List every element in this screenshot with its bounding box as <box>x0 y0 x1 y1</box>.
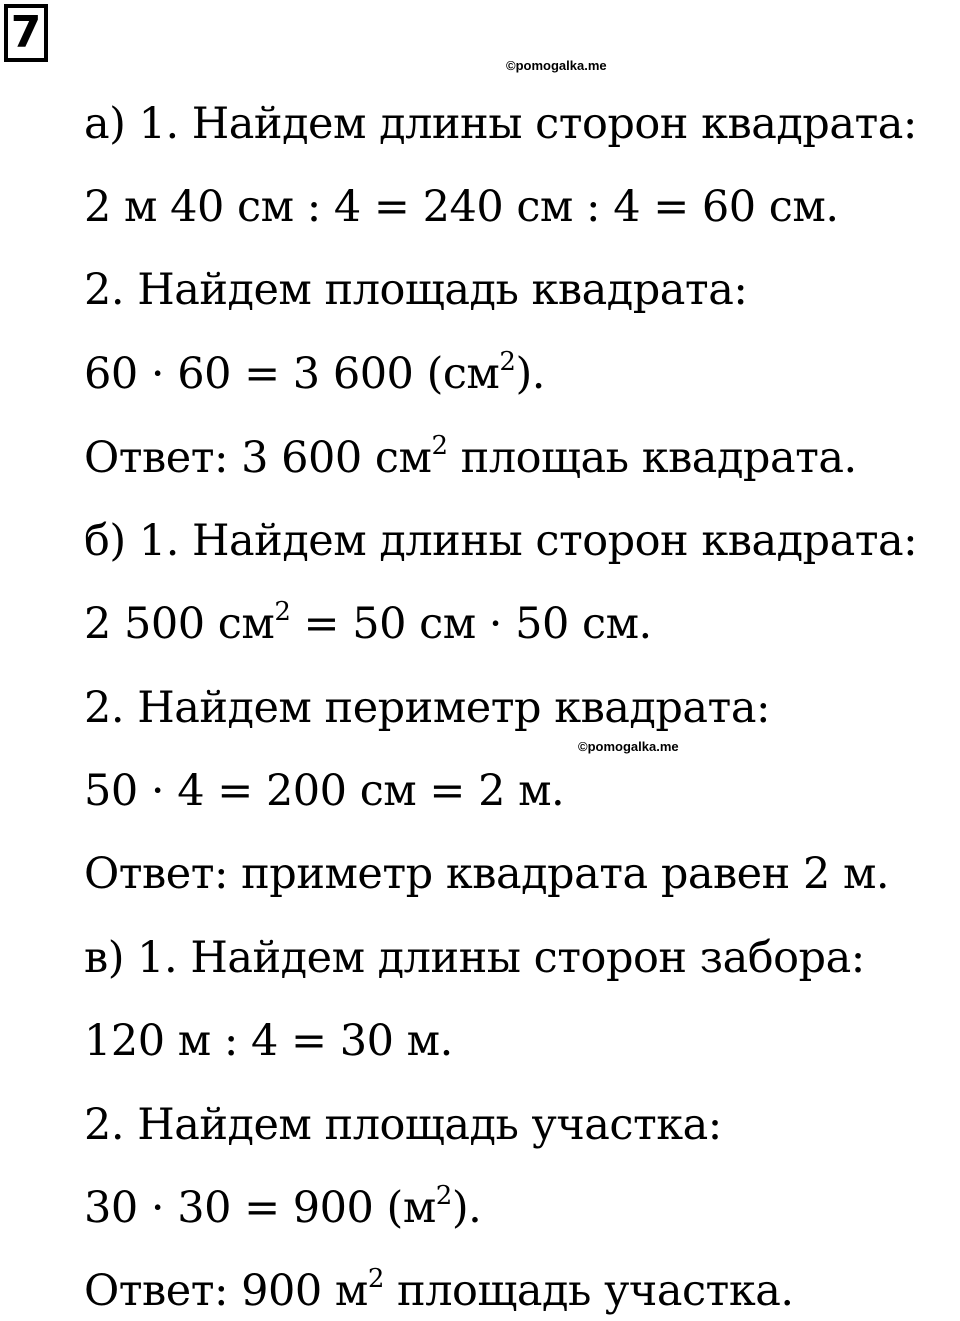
solution-line-c-answer: Ответ: 900 $м^2$ площадь участка. <box>84 1264 794 1316</box>
solution-line-a-calc2: 60 · 60 = 3 600 $(см^2)$. <box>84 347 545 399</box>
solution-line-c-step1: в) 1. Найдем длины сторон забора: <box>84 933 865 983</box>
solution-line-b-answer: Ответ: приметр квадрата равен 2 м. <box>84 849 890 899</box>
solution-line-a-calc1: 2 м 40 см : 4 = 240 см : 4 = 60 см. <box>84 182 839 232</box>
watermark: ©pomogalka.me <box>506 58 607 73</box>
solution-line-a-answer: Ответ: 3 600 $см^2$ площаь квадрата. <box>84 431 857 483</box>
task-number-box <box>4 4 48 62</box>
solution-line-c-step2: 2. Найдем площадь участка: <box>84 1100 722 1150</box>
solution-line-b-calc1: 2 500 $см^2 = 50$ см · 50 см. <box>84 597 652 649</box>
task-number: 7 <box>10 7 42 58</box>
solution-line-b-step2: 2. Найдем периметр квадрата: <box>84 683 770 733</box>
solution-line-c-calc2: 30 · 30 = 900 $(м^2)$. <box>84 1181 482 1233</box>
solution-line-b-step1: б) 1. Найдем длины сторон квадрата: <box>84 516 918 566</box>
solution-line-a-step1: а) 1. Найдем длины сторон квадрата: <box>84 99 917 149</box>
solution-line-c-calc1: 120 м : 4 = 30 м. <box>84 1016 453 1066</box>
watermark: ©pomogalka.me <box>578 739 679 754</box>
solution-line-a-step2: 2. Найдем площадь квадрата: <box>84 265 748 315</box>
solution-line-b-calc2: 50 · 4 = 200 см = 2 м. <box>84 766 565 816</box>
